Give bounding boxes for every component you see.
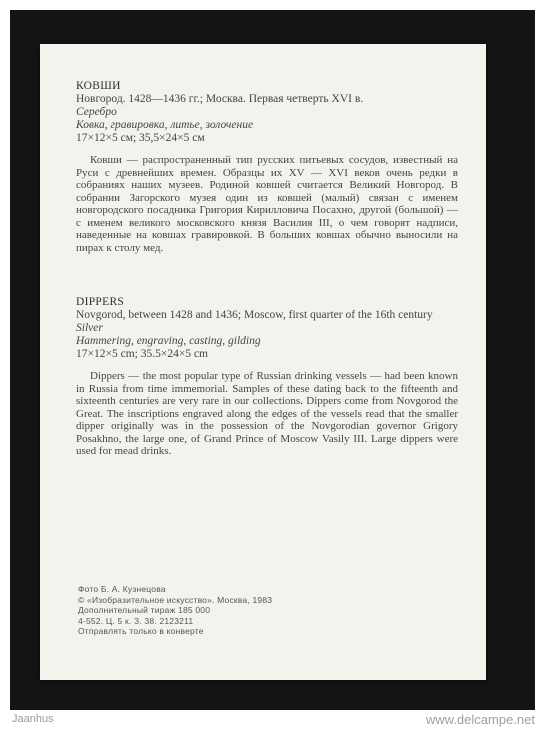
russian-description: Ковши — распространенный тип русских питьевых сосудов, известный на Руси с древнейших времен. Образцы их XV — XVI веков очень редки в собраниях наших музеев. Родиной ковшей считается Великий Новгород. В собрании Загорского музея один из ковшей (малый) связан с именем новгородского посадника Григория Кирилловича Посахно, другой (большой) — с именем великого московского князя Василия III, о чем говорят надписи, наведенные на ковшах гравировкой. В больших ковшах обычно выносили на пирах к столу мед. [76,154,458,254]
mailing-note: Отправлять только в конверте [78,626,204,636]
english-material: Silver [76,322,103,334]
publication-credits [78,584,378,637]
site-watermark: www.delcampe.net [425,712,535,727]
photo-credit: Фото Б. А. Кузнецова [78,584,166,594]
english-description: Dippers — the most popular type of Russian drinking vessels — had been known in Russia from time immemorial. Samples of these dating back to the fifteenth and sixteenth centuries are very rare in our collections. Dippers come from Novgorod the Great. The inscriptions engraved along the edges of the vessels read that the smaller dipper originally was in the possession of the Novgorodian governor Grigory Posakhno, the large one, of Grand Prince of Moscow Vasily III. Large dippers were used for mead drinks. [76,370,458,457]
english-dimensions: 17×12×5 cm; 35.5×24×5 cm [76,348,208,360]
russian-origin: Новгород. 1428—1436 гг.; Москва. Первая четверть XVI в. [76,93,364,105]
postcard [40,44,486,680]
catalog-codes: 4-552. Ц. 5 к. З. 38. 2123211 [78,615,194,626]
watermark-bar [0,711,545,730]
english-title: DIPPERS [76,296,125,308]
russian-material: Серебро [76,106,117,118]
publisher-credit: © «Изобразительное искусство». Москва, 1983 [78,594,273,605]
print-run: Дополнительный тираж 185 000 [78,605,211,615]
english-origin: Novgorod, between 1428 and 1436; Moscow, first quarter of the 16th century [76,309,433,321]
russian-section [76,80,458,254]
english-technique: Hammering, engraving, casting, gilding [76,335,261,347]
russian-technique: Ковка, гравировка, литье, золочение [76,119,254,131]
russian-title: КОВШИ [76,80,121,92]
seller-watermark: Jaanhus [12,713,54,725]
russian-dimensions: 17×12×5 см; 35,5×24×5 см [76,132,205,144]
english-section [76,296,458,458]
